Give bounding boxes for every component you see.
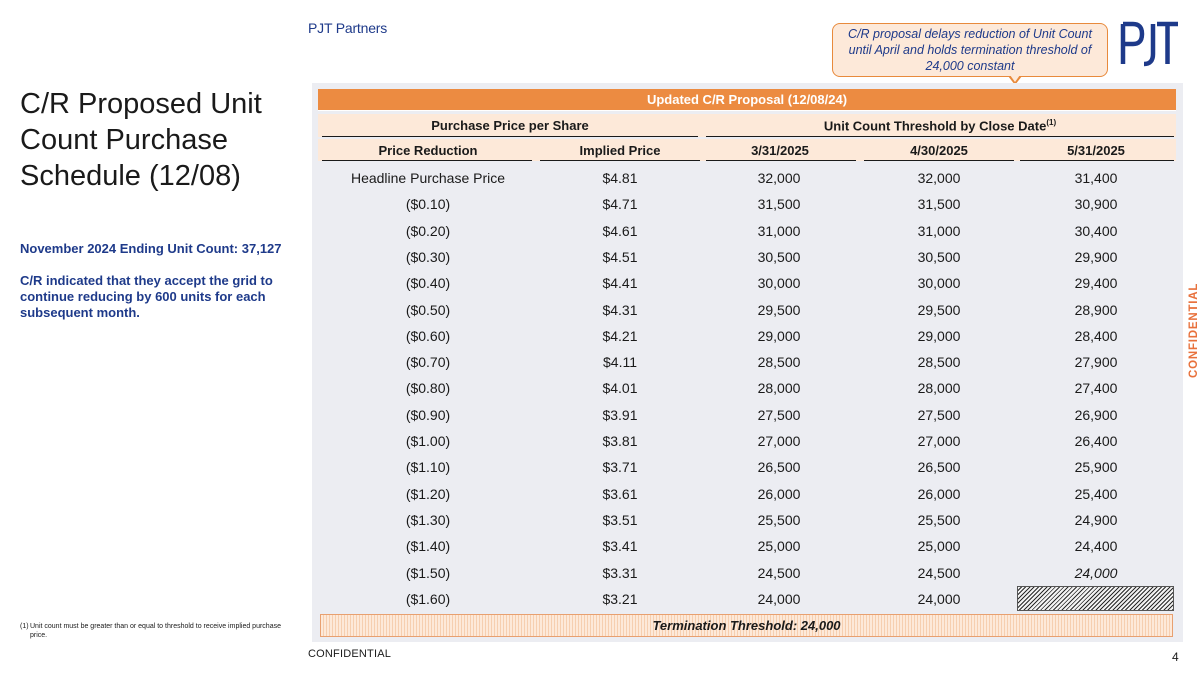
footnote	[20, 622, 300, 640]
table-cell: 30,000	[917, 275, 961, 292]
footnote-mark: (1)	[20, 623, 29, 630]
table-cell: $4.11	[603, 354, 637, 371]
table-cell: $4.71	[602, 196, 638, 213]
group-rule-left	[322, 136, 698, 137]
page-number: 4	[1172, 650, 1179, 664]
group-header-row	[318, 114, 1176, 137]
brand-name: PJT Partners	[308, 20, 388, 36]
table-title-rule	[318, 110, 1176, 111]
table-cell: ($0.60)	[405, 327, 451, 344]
table-cell: 26,400	[1074, 433, 1118, 449]
table-cell: 24,000	[917, 590, 961, 607]
table-row	[318, 349, 1176, 375]
table-row	[318, 191, 1176, 217]
table-row	[318, 560, 1176, 586]
table-cell: ($1.50)	[405, 564, 451, 581]
table-cell: 24,500	[757, 564, 801, 581]
table-cell: 25,500	[757, 511, 801, 528]
table-cell: 25,900	[1074, 459, 1118, 476]
table-cell: ($1.40)	[405, 538, 451, 555]
table-cell: 24,000	[757, 590, 801, 607]
table-cell: $4.81	[602, 170, 638, 186]
table-row	[318, 402, 1176, 428]
table-cell: $3.41	[602, 538, 638, 555]
col-header-may-2025: 5/31/2025	[1067, 143, 1125, 158]
table-cell: $3.51	[602, 511, 638, 528]
page-title: C/R Proposed Unit Count Purchase Schedule (12/08)	[20, 88, 262, 192]
table-title: Updated C/R Proposal (12/08/24)	[318, 89, 1176, 110]
table-cell: 26,500	[917, 459, 961, 476]
table-cell: $4.31	[602, 301, 638, 318]
table-row	[318, 481, 1176, 507]
col-rule-1	[322, 160, 532, 161]
table-cell: 28,400	[1074, 327, 1118, 344]
table-cell: 29,900	[1074, 248, 1118, 265]
table-cell: 26,900	[1074, 406, 1118, 423]
col-header-apr-2025: 4/30/2025	[910, 143, 968, 158]
table-cell: 27,000	[917, 433, 961, 449]
table-cell: ($1.00)	[405, 433, 451, 449]
table-cell: 25,400	[1074, 485, 1118, 502]
table-cell: 31,500	[757, 196, 801, 213]
footnote-text: Unit count must be greater than or equal to threshold to receive implied purchase price.	[30, 623, 281, 639]
table-cell: $3.91	[602, 406, 638, 423]
table-cell: 24,000	[1074, 564, 1118, 581]
table-cell: 32,000	[757, 170, 801, 186]
table-cell: $3.71	[602, 459, 638, 476]
table-row	[318, 165, 1176, 191]
col-rule-3	[706, 160, 856, 161]
table-cell: ($1.60)	[405, 590, 451, 607]
side-confidential-label: CONFIDENTIAL	[1188, 282, 1200, 378]
col-header-implied-price: Implied Price	[579, 143, 661, 158]
col-header-mar-2025: 3/31/2025	[751, 143, 809, 158]
table-cell: 28,500	[917, 354, 961, 371]
table-cell: 27,500	[757, 406, 801, 423]
table-row	[318, 270, 1176, 296]
table-cell: ($1.30)	[405, 511, 451, 528]
group-rule-right	[706, 136, 1174, 137]
table-row	[318, 218, 1176, 244]
table-cell: 27,000	[757, 433, 801, 449]
termination-threshold: Termination Threshold: 24,000	[320, 614, 1173, 637]
table-cell: ($0.70)	[405, 354, 451, 371]
table-cell: 25,000	[757, 538, 801, 555]
table-cell: ($1.10)	[405, 459, 451, 476]
table-row	[318, 323, 1176, 349]
table-cell: 31,400	[1074, 170, 1118, 186]
table-row	[318, 297, 1176, 323]
table-cell: ($1.20)	[405, 485, 451, 502]
table-row	[318, 428, 1176, 454]
footnote-ref: (1)	[1046, 118, 1057, 127]
table-row	[318, 375, 1176, 401]
table-cell: ($0.10)	[405, 196, 451, 213]
table-cell: $4.41	[602, 275, 638, 292]
table-cell: 26,500	[757, 459, 801, 476]
table-cell: 31,000	[757, 222, 801, 239]
table-cell: 28,000	[757, 380, 801, 397]
table-row	[318, 533, 1176, 559]
table-cell: 29,000	[757, 327, 801, 344]
table-row	[318, 454, 1176, 480]
callout-pointer-fill	[1010, 75, 1020, 82]
table-cell: 26,000	[917, 485, 961, 502]
table-cell: $3.81	[602, 433, 638, 449]
ending-unit-count: November 2024 Ending Unit Count: 37,127	[20, 241, 282, 256]
proposal-callout: C/R proposal delays reduction of Unit Count until April and holds termination threshold of 24,000 constant	[832, 23, 1108, 77]
table-cell: ($0.40)	[405, 275, 451, 292]
table-cell: 27,900	[1074, 354, 1118, 371]
table-cell: 25,500	[917, 511, 961, 528]
table-cell: 30,900	[1074, 196, 1118, 213]
group-header-price: Purchase Price per Share	[431, 118, 589, 133]
table-cell: 24,400	[1074, 538, 1118, 555]
table-cell: 29,500	[917, 301, 961, 318]
table-cell: 27,400	[1074, 380, 1118, 397]
table-cell: Headline Purchase Price	[350, 170, 506, 186]
table-cell: $3.61	[602, 485, 638, 502]
table-cell: ($0.50)	[405, 301, 451, 318]
table-cell: 30,000	[757, 275, 801, 292]
table-cell: 28,500	[757, 354, 801, 371]
table-cell: $4.01	[602, 380, 638, 397]
table-cell: 27,500	[917, 406, 961, 423]
table-cell: 31,000	[917, 222, 961, 239]
table-cell: 32,000	[917, 170, 961, 186]
table-row	[318, 507, 1176, 533]
table-cell: $3.21	[602, 590, 638, 607]
column-header-row	[318, 139, 1176, 161]
table-cell: ($0.90)	[405, 406, 451, 423]
table-cell: $4.51	[602, 248, 638, 265]
table-cell: 31,500	[917, 196, 961, 213]
table-cell: 25,000	[917, 538, 961, 555]
table-cell: $4.21	[602, 327, 638, 344]
table-cell: 28,000	[917, 380, 961, 397]
cr-grid-note: C/R indicated that they accept the grid to continue reducing by 600 units for each subsequent month.	[20, 273, 273, 320]
table-cell: $4.61	[602, 222, 638, 239]
table-row	[318, 244, 1176, 270]
table-cell: $3.31	[602, 564, 638, 581]
col-rule-4	[864, 160, 1014, 161]
table-cell: 28,900	[1074, 301, 1118, 318]
table-cell: 30,500	[757, 248, 801, 265]
pjt-logo-icon	[1120, 20, 1180, 70]
table-cell: 24,500	[917, 564, 961, 581]
table-cell: 30,500	[917, 248, 961, 265]
table-cell: 29,500	[757, 301, 801, 318]
group-header-threshold	[706, 118, 1174, 133]
table-cell: ($0.30)	[405, 248, 451, 265]
table-cell: ($0.80)	[405, 380, 451, 397]
table-cell: 26,000	[757, 485, 801, 502]
col-rule-2	[540, 160, 700, 161]
unavailable-cell-hatch	[1017, 586, 1174, 611]
table-cell: 29,400	[1074, 275, 1118, 292]
table-cell: 29,000	[917, 327, 961, 344]
table-cell: 30,400	[1074, 222, 1118, 239]
group-header-threshold-label: Unit Count Threshold by Close Date	[823, 118, 1047, 134]
col-rule-5	[1020, 160, 1174, 161]
table-cell: ($0.20)	[405, 222, 451, 239]
footer-confidential: CONFIDENTIAL	[308, 648, 392, 660]
table-cell: 24,900	[1074, 511, 1118, 528]
col-header-price-reduction: Price Reduction	[378, 143, 478, 158]
